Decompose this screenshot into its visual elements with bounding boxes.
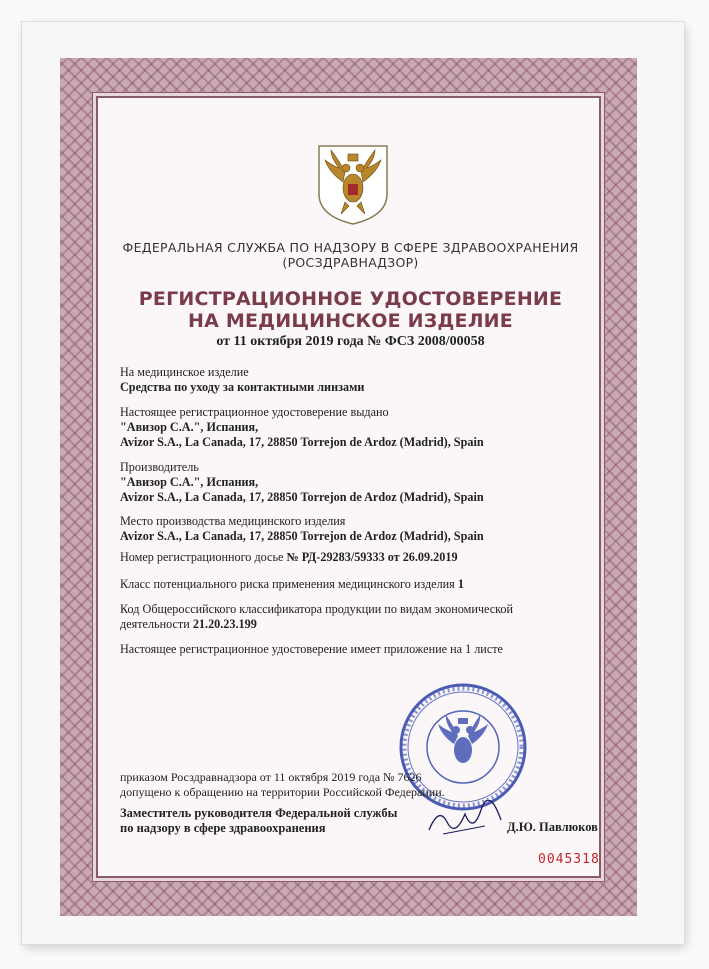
- signatory-title: [120, 806, 397, 836]
- manufacturer-label: Производитель: [120, 460, 199, 474]
- dossier-section: [120, 550, 590, 565]
- signature-icon: [425, 800, 505, 840]
- device-section: [120, 365, 590, 395]
- signatory-title-line-2: по надзору в сфере здравоохранения: [120, 821, 326, 835]
- production-site-label: Место производства медицинского изделия: [120, 514, 346, 528]
- okpd-value: 21.20.23.199: [192, 617, 257, 631]
- production-site-section: [120, 514, 590, 544]
- serial-number: 0045318: [538, 852, 600, 867]
- device-value: Средства по уходу за контактными линзами: [120, 380, 365, 394]
- agency-line-1: ФЕДЕРАЛЬНАЯ СЛУЖБА ПО НАДЗОРУ В СФЕРЕ ЗДРАВООХРАНЕНИЯ: [122, 240, 579, 255]
- title-line-1: РЕГИСТРАЦИОННОЕ УДОСТОВЕРЕНИЕ: [138, 288, 563, 310]
- manufacturer-line-2: Avizor S.A., La Canada, 17, 28850 Torrejon de Ardoz (Madrid), Spain: [120, 490, 484, 504]
- manufacturer-section: [120, 460, 590, 505]
- signatory-name: Д.Ю. Павлюков: [507, 820, 598, 834]
- order-line-1: приказом Росздравнадзора от 11 октября 2019 года № 7626: [120, 770, 422, 784]
- okpd-label-line-2: деятельности: [120, 617, 190, 631]
- coat-of-arms-icon: [315, 142, 391, 226]
- agency-line-2: (РОСЗДРАВНАДЗОР): [282, 255, 419, 270]
- issued-to-section: [120, 405, 590, 450]
- production-site-line-1: Avizor S.A., La Canada, 17, 28850 Torrejon de Ardoz (Madrid), Spain: [120, 529, 484, 543]
- title-line-2: НА МЕДИЦИНСКОЕ ИЗДЕЛИЕ: [188, 310, 513, 332]
- risk-class-label: Класс потенциального риска применения медицинского изделия: [120, 577, 455, 591]
- device-label: На медицинское изделие: [120, 365, 249, 379]
- issued-to-line-2: Avizor S.A., La Canada, 17, 28850 Torrejon de Ardoz (Madrid), Spain: [120, 435, 484, 449]
- issued-to-label: Настоящее регистрационное удостоверение выдано: [120, 405, 389, 419]
- manufacturer-line-1: "Авизор С.А.", Испания,: [120, 475, 259, 489]
- dossier-label: Номер регистрационного досье: [120, 550, 284, 564]
- document-title: [100, 288, 601, 332]
- okpd-section: [120, 602, 590, 632]
- dossier-value: № РД-29283/59333 от 26.09.2019: [286, 550, 458, 564]
- risk-class-section: [120, 577, 590, 592]
- appendix-note: Настоящее регистрационное удостоверение имеет приложение на 1 листе: [120, 642, 503, 656]
- risk-class-value: 1: [457, 577, 464, 591]
- okpd-label-line-1: Код Общероссийского классификатора продукции по видам экономической: [120, 602, 514, 616]
- registration-number: от 11 октября 2019 года № ФСЗ 2008/00058: [216, 334, 485, 349]
- issued-to-line-1: "Авизор С.А.", Испания,: [120, 420, 259, 434]
- order-section: [120, 770, 590, 800]
- order-line-2: допущено к обращению на территории Российской Федерации.: [120, 785, 445, 799]
- signatory-title-line-1: Заместитель руководителя Федеральной службы: [120, 806, 398, 820]
- agency-name: [100, 240, 601, 270]
